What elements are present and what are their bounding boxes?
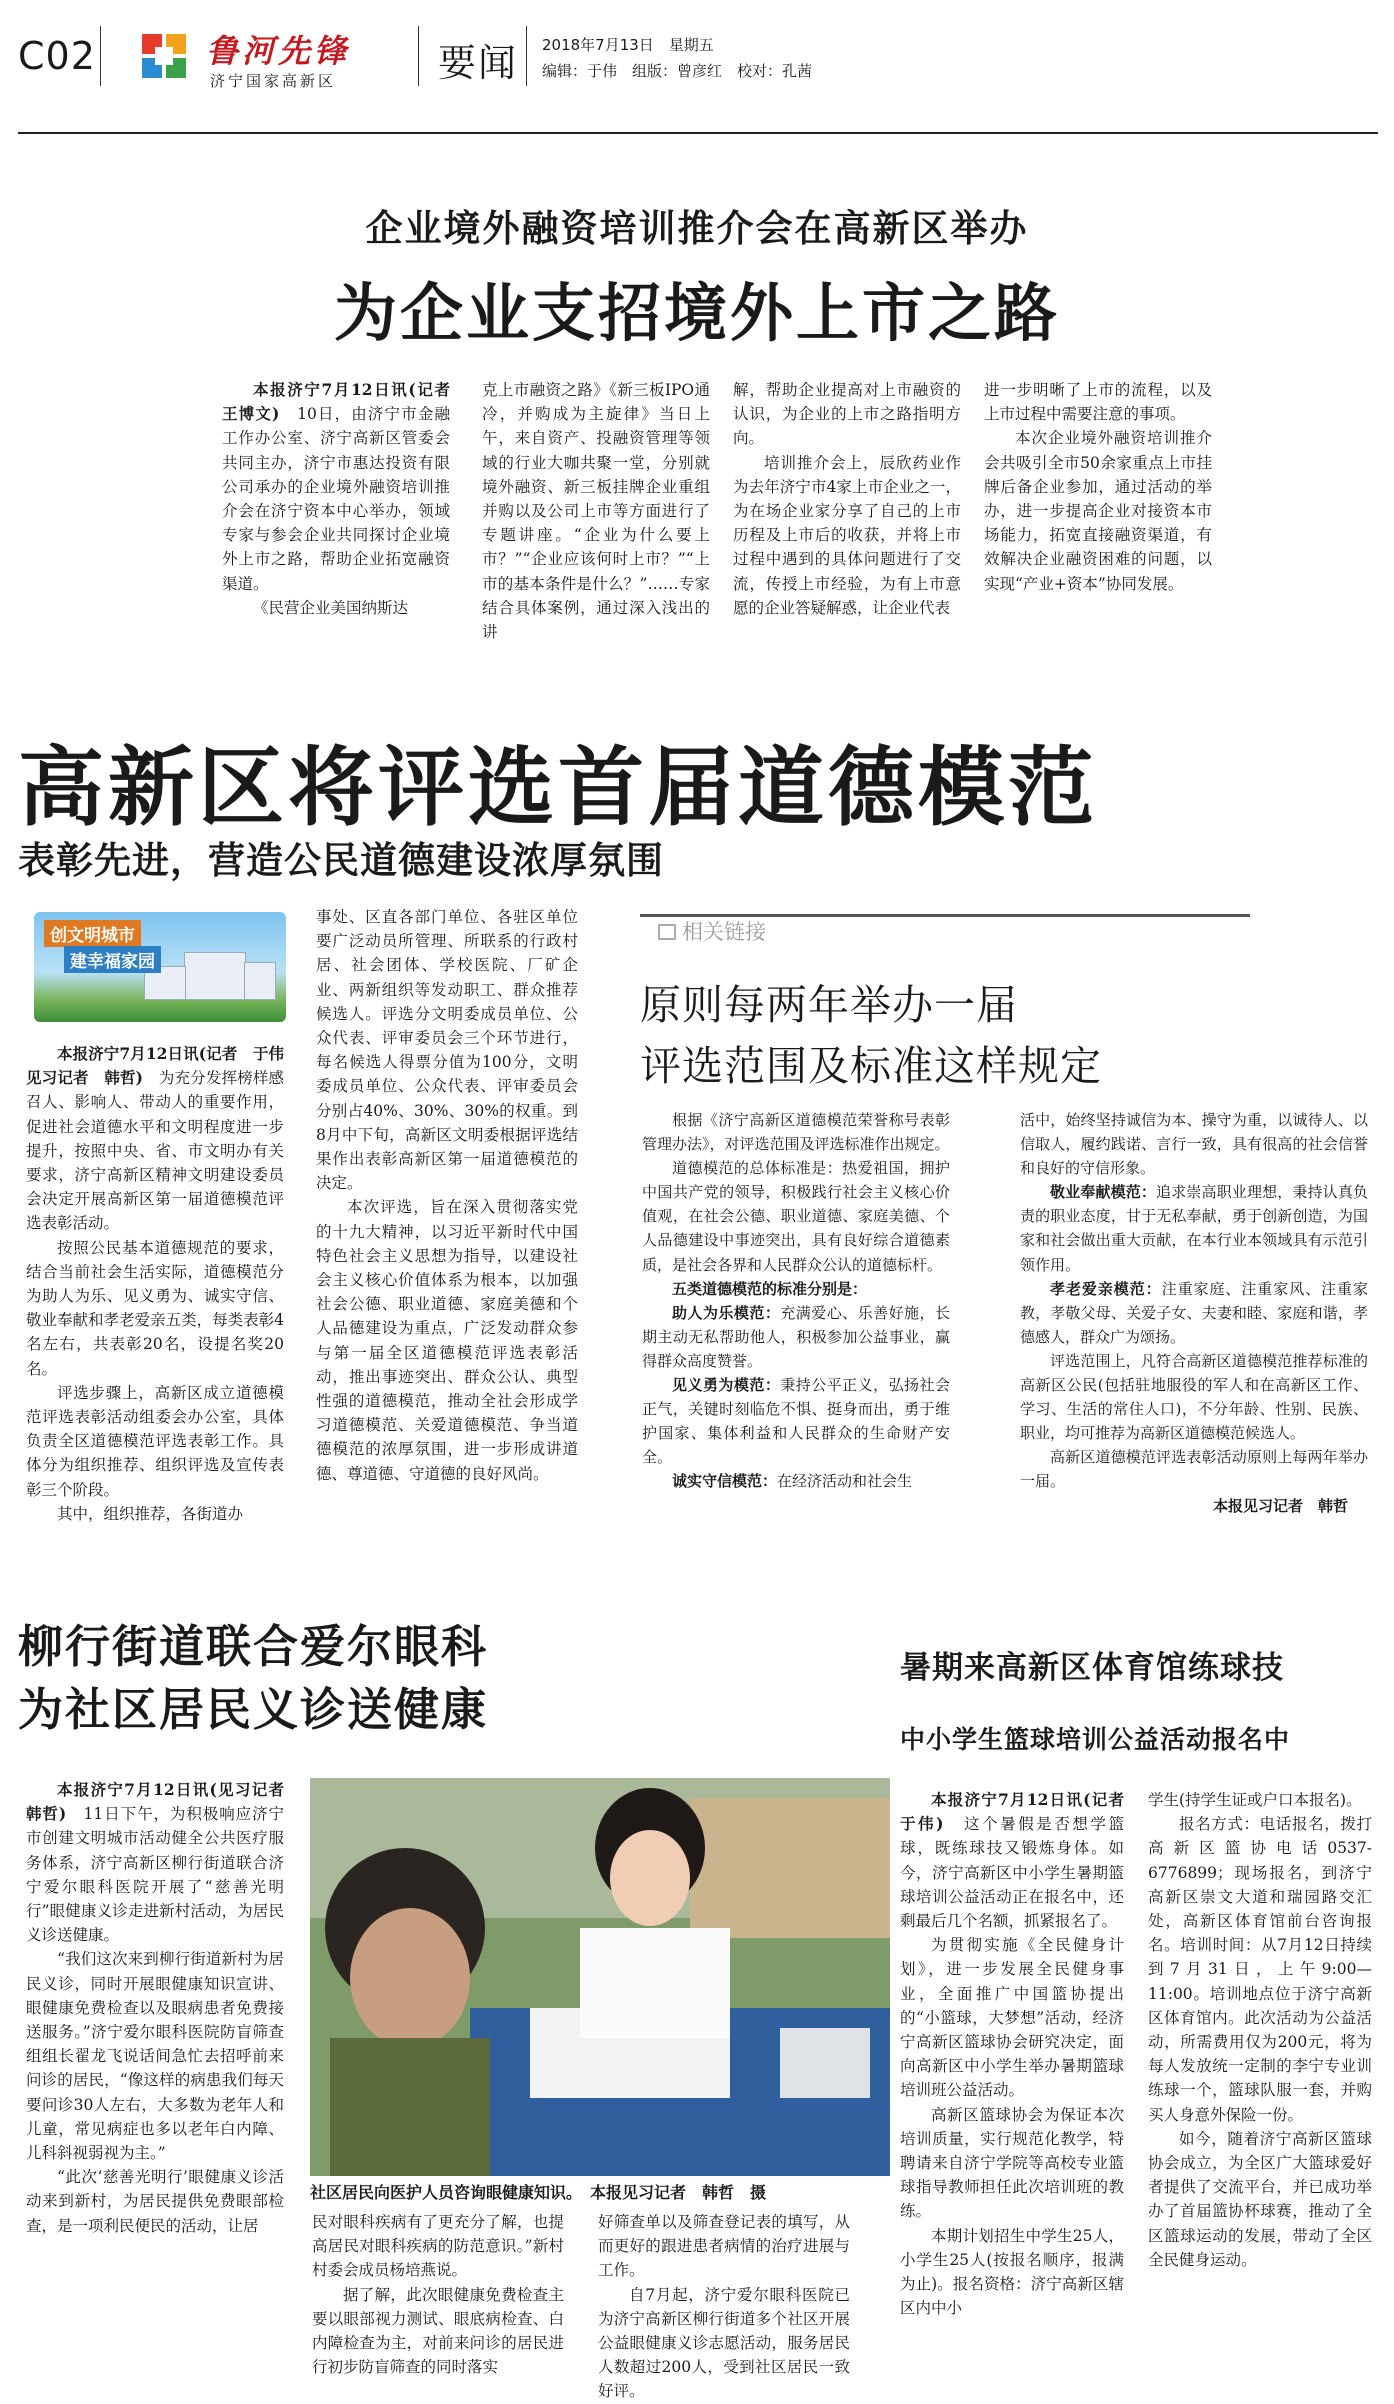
newspaper-logo-icon	[138, 30, 190, 82]
related-box-title	[640, 975, 1102, 1097]
article1-column-1	[222, 378, 466, 648]
paragraph: 助人为乐模范：充满爱心、乐善好施，长期主动无私帮助他人，积极参加公益事业，赢得群众高度赞誉。	[642, 1303, 950, 1370]
article1-column-3	[733, 378, 961, 648]
paragraph: “我们这次来到柳行街道新村为居民义诊，同时开展眼健康知识宣讲、眼健康免费检查以及眼病患者免费接送服务。”济宁爱尔眼科医院防盲筛查组组长翟龙飞说话间急忙去招呼前来问诊的居民，“像这样的病患我们每天要问诊30人左右，大多数为老年人和儿童，常见病症也多以老年白内障、儿科斜视弱视为主。”	[26, 1950, 284, 2163]
paragraph: 进一步明晰了上市的流程，以及上市过程中需要注意的事项。	[984, 381, 1212, 424]
article3-title-line2: 为社区居民义诊送健康	[18, 1683, 489, 1736]
paragraph: 本次企业境外融资培训推介会共吸引全市50余家重点上市挂牌后备企业参加，通过活动的举办，进一步提高企业对接资本市场能力，拓宽直接融资渠道，有效解决企业融资困难的问题，以实现“产业+资本”协同发展。	[984, 429, 1212, 593]
news-photo	[310, 1778, 890, 2176]
paragraph: 事处、区直各部门单位、各驻区单位要广泛动员所管理、所联系的行政村居、社会团体、学校医院、厂矿企业、两新组织等发动职工、群众推荐候选人。评选分文明委成员单位、公众代表、评审委员会三个环节进行，每名候选人得票分值为100分，文明委成员单位、公众代表、评审委员会分别占40%、30%、30%的权重。到8月中下旬，高新区文明委根据评选结果作出表彰高新区第一届道德模范的决定。	[316, 908, 578, 1193]
newspaper-logo-title: 鲁河先锋	[206, 32, 351, 70]
paragraph: 其中，组织推荐，各街道办	[57, 1504, 244, 1523]
issue-date: 2018年7月13日 星期五	[542, 36, 714, 54]
article4-title: 暑期来高新区体育馆练球技	[900, 1650, 1284, 1686]
paragraph: 本报济宁7月12日讯(见习记者 韩哲) 11日下午，为积极响应济宁市创建文明城市活动健全公共医疗服务体系，济宁高新区柳行街道联合济宁爱尔眼科医院开展了“慈善光明行”眼健康义诊走进新村活动，为居民义诊送健康。	[26, 1780, 300, 1945]
article1-subtitle: 企业境外融资培训推介会在高新区举办	[365, 207, 1029, 250]
related-link-text: 相关链接	[682, 920, 766, 944]
header-rule	[18, 132, 1378, 134]
paragraph: 本期计划招生中学生25人，小学生25人(按报名顺序，报满为止)。报名资格：济宁高新区辖区内中小	[900, 2226, 1124, 2318]
related-box-title-line1: 原则每两年举办一届	[640, 981, 1018, 1029]
paragraph: 本次评选，旨在深入贯彻落实党的十九大精神，以习近平新时代中国特色社会主义思想为指导，以建设社会主义核心价值体系为根本，以加强社会公德、职业道德、家庭美德和个人品德建设为重点，广泛发动群众参与第一届全区道德模范评选表彰活动，推出事迹突出、群众公认、典型性强的道德模范，推动全社会形成学习道德模范、关爱道德模范、争当道德模范的浓厚氛围，进一步形成讲道德、尊道德、守道德的良好风尚。	[316, 1198, 578, 1483]
editorial-staff: 编辑：于伟 组版：曾彦红 校对：孔茜	[542, 62, 813, 80]
article1-column-2	[482, 378, 710, 648]
article2-subtitle: 表彰先进，营造公民道德建设浓厚氛围	[18, 839, 664, 882]
article1-column-4	[984, 378, 1212, 648]
byline: 本报见习记者 韩哲	[1212, 1496, 1348, 1515]
paragraph: 好筛查单以及筛查登记表的填写，从而更好的跟进患者病情的治疗进展与工作。	[598, 2213, 850, 2280]
paragraph: 报名方式：电话报名，拨打高新区篮协电话0537-6776899；现场报名，到济宁高新区崇文大道和瑞园路交汇处，高新区体育馆前台咨询报名。培训时间：从7月12日持续到7月31日，上午9:00—11:00。培训地点位于济宁高新区体育馆内。此次活动为公益活动，所需费用仅为200元，将为每人发放统一定制的李宁专业训练球一个，篮球队服一套，并购买人身意外保险一份。	[1148, 1815, 1372, 2124]
paragraph: 根据《济宁高新区道德模范荣誉称号表彰管理办法》，对评选范围及评选标准作出规定。	[642, 1111, 950, 1154]
paragraph: 按照公民基本道德规范的要求，结合当前社会生活实际，道德模范分为助人为乐、见义勇为、诚实守信、敬业奉献和孝老爱亲五类，每类表彰4名左右，共表彰20名，设提名奖20名。	[26, 1238, 284, 1378]
paragraph: 解，帮助企业提高对上市融资的认识，为企业的上市之路指明方向。	[733, 381, 961, 448]
paragraph: “此次‘慈善光明行’眼健康义诊活动来到新村，为居民提供免费眼部检查，是一项利民便民的活动，让居	[26, 2168, 284, 2235]
section-name: 要闻	[438, 41, 519, 85]
header-divider	[418, 26, 419, 86]
civilization-banner-image	[34, 912, 286, 1022]
article3-column-2	[312, 2210, 564, 2380]
banner-slogan-2: 建幸福家园	[64, 946, 161, 973]
article1-title: 为企业支招境外上市之路	[334, 277, 1060, 350]
paragraph: 本报济宁7月12日讯(记者 于伟 见习记者 韩哲) 为充分发挥榜样感召人、影响人、带动人的重要作用，促进社会道德水平和文明程度进一步提升，按照中央、省、市文明办有关要求，济宁高新区精神文明建设委员会决定开展高新区第一届道德模范评选表彰活动。	[26, 1044, 300, 1233]
paragraph: 五类道德模范的标准分别是：	[672, 1279, 868, 1298]
paragraph: 《民营企业美国纳斯达	[253, 598, 409, 617]
paragraph: 诚实守信模范：在经济活动和社会生	[672, 1472, 913, 1491]
paragraph: 据了解，此次眼健康免费检查主要以眼部视力测试、眼底病检查、白内障检查为主，对前来问诊的居民进行初步防盲筛查的同时落实	[312, 2285, 564, 2377]
paragraph: 孝老爱亲模范：注重家庭、注重家风、注重家教，孝敬父母、关爱子女、夫妻和睦、家庭和谐，孝德感人，群众广为颂扬。	[1020, 1279, 1368, 1346]
paragraph: 见义勇为模范：秉持公平正义，弘扬社会正气，关键时刻临危不惧、挺身而出，勇于维护国家、集体利益和人民群众的生命财产安全。	[642, 1376, 950, 1467]
paragraph: 活中，始终坚持诚信为本、操守为重，以诚待人、以信取人，履约践诺、言行一致，具有很高的社会信誉和良好的守信形象。	[1020, 1111, 1368, 1178]
related-box-column-2	[1020, 1108, 1368, 1558]
paragraph: 高新区道德模范评选表彰活动原则上每两年举办一届。	[1020, 1448, 1368, 1491]
article4-column-1	[900, 1788, 1140, 2378]
article4-subtitle: 中小学生篮球培训公益活动报名中	[900, 1725, 1291, 1754]
paragraph: 培训推介会上，辰欣药业作为去年济宁市4家上市企业之一，为在场企业家分享了自己的上市历程及上市后的收获，并将上市过程中遇到的具体问题进行了交流，传授上市经验，为有上市意愿的企业答疑解惑，让企业代表	[733, 453, 961, 617]
article2-title: 高新区将评选首届道德模范	[18, 738, 1098, 838]
article3-title-line1: 柳行街道联合爱尔眼科	[18, 1620, 489, 1673]
paragraph: 高新区篮球协会为保证本次培训质量，实行规范化教学，特聘请来自济宁学院等高校专业篮球指导教师担任此次培训班的教练。	[900, 2105, 1124, 2221]
page-number: C02	[18, 34, 96, 78]
article2-column-1	[26, 1042, 300, 1562]
paragraph: 道德模范的总体标准是：热爱祖国，拥护中国共产党的领导，积极践行社会主义核心价值观，在社会公德、职业道德、家庭美德、个人品德建设中事迹突出，具有良好综合道德素质，是社会各界和人民群众公认的道德标杆。	[642, 1159, 950, 1274]
paragraph: 本报济宁7月12日讯(记者 于伟) 这个暑假是否想学篮球，既练球技又锻炼身体。如今，济宁高新区中小学生暑期篮球培训公益活动正在报名中，还剩最后几个名额，抓紧报名了。	[900, 1790, 1140, 1931]
header-divider	[100, 26, 101, 86]
article3-column-1	[26, 1778, 300, 2378]
paragraph: 评选范围上，凡符合高新区道德模范推荐标准的高新区公民(包括驻地服役的军人和在高新区工作、学习、生活的常住人口)，不分年龄、性别、民族、职业，均可推荐为高新区道德模范候选人。	[1020, 1351, 1368, 1443]
paragraph: 自7月起，济宁爱尔眼科医院已为济宁高新区柳行街道多个社区开展公益眼健康义诊志愿活动，服务居民人数超过200人，受到社区居民一致好评。	[598, 2285, 850, 2401]
paragraph: 敬业奉献模范：追求崇高职业理想，秉持认真负责的职业态度，甘于无私奉献，勇于创新创造，为国家和社会做出重大贡献，在本行业本领域具有示范引领作用。	[1020, 1183, 1368, 1274]
article3-title	[18, 1615, 488, 1741]
paragraph: 评选步骤上，高新区成立道德模范评选表彰活动组委会办公室，具体负责全区道德模范评选表彰工作。具体分为组织推荐、组织评选及宣传表彰三个阶段。	[26, 1383, 284, 1499]
paragraph: 克上市融资之路》《新三板IPO通冷，并购成为主旋律》当日上午，来自资产、投融资管理等领域的行业大咖共聚一堂，分别就境外融资、新三板挂牌企业重组并购以及公司上市等方面进行了专题讲座。“企业为什么要上市？”“企业应该何时上市？”“上市的基本条件是什么？”……专家结合具体案例，通过深入浅出的讲	[482, 381, 710, 642]
paragraph: 学生(持学生证或户口本报名)。	[1148, 1791, 1362, 1809]
paragraph: 如今，随着济宁高新区篮球协会成立，为全区广大篮球爱好者提供了交流平台，并已成功举办了首届篮协杯球赛，推动了全区篮球运动的发展，带动了全区全民健身运动。	[1148, 2129, 1372, 2269]
banner-slogan-1: 创文明城市	[44, 920, 141, 947]
paragraph: 为贯彻实施《全民健身计划》，进一步发展全民健身事业，全面推广中国篮协提出的“小篮球，大梦想”活动，经济宁高新区篮球协会研究决定，面向高新区中小学生举办暑期篮球培训班公益活动。	[900, 1936, 1124, 2100]
paragraph: 本报济宁7月12日讯(记者 王博文) 10日，由济宁市金融工作办公室、济宁高新区管委会共同主办，济宁市惠达投资有限公司承办的企业境外融资培训推介会在济宁资本中心举办，领域专家与参会企业共同探讨企业境外上市之路，帮助企业拓宽融资渠道。	[222, 380, 466, 593]
related-link-label	[658, 916, 766, 946]
newspaper-logo-subtitle: 济宁国家高新区	[210, 72, 337, 90]
photo-caption: 社区居民向医护人员咨询眼健康知识。 本报见习记者 韩哲 摄	[310, 2183, 767, 2202]
header-divider	[526, 26, 527, 86]
article3-column-3	[598, 2210, 850, 2401]
related-box-title-line2: 评选范围及标准这样规定	[640, 1042, 1102, 1090]
article2-column-2	[316, 905, 578, 1563]
article4-column-2	[1148, 1788, 1372, 2378]
paragraph: 民对眼科疾病有了更充分了解，也提高居民对眼科疾病的防范意识。”新村村委会成员杨培燕说。	[312, 2213, 564, 2280]
document-icon	[658, 924, 676, 940]
related-box-column-1	[642, 1108, 950, 1558]
